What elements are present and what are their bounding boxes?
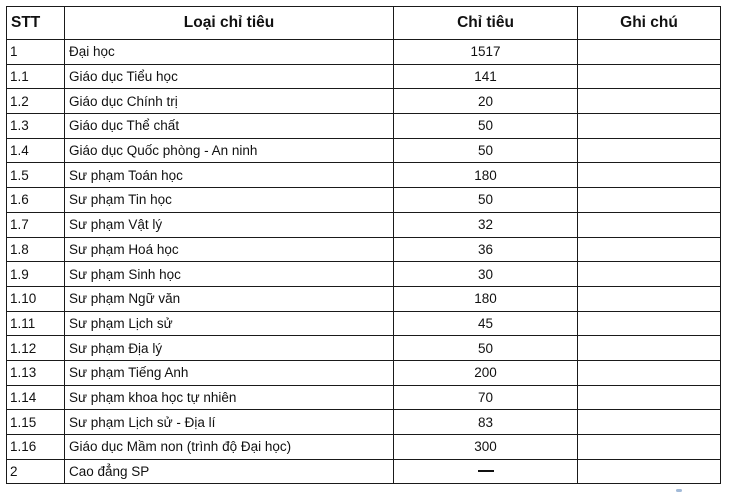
row-stt: 1.4 [7, 138, 65, 163]
table-row [7, 188, 721, 213]
row-quota: 180 [394, 163, 578, 188]
row-stt: 1.5 [7, 163, 65, 188]
row-note [578, 40, 721, 65]
quota-table [6, 6, 721, 484]
row-note [578, 212, 721, 237]
table-row [7, 237, 721, 262]
row-stt: 1.9 [7, 262, 65, 287]
row-stt: 1.3 [7, 114, 65, 139]
table-row [7, 336, 721, 361]
table-header [7, 7, 721, 40]
row-stt: 1.10 [7, 286, 65, 311]
row-name: Sư phạm Hoá học [65, 237, 394, 262]
header-quota: Chỉ tiêu [394, 7, 578, 40]
row-name: Sư phạm Tiếng Anh [65, 360, 394, 385]
row-quota: 36 [394, 237, 578, 262]
empty-dash [478, 470, 494, 472]
row-note [578, 360, 721, 385]
row-quota: 32 [394, 212, 578, 237]
row-name: Giáo dục Mầm non (trình độ Đại học) [65, 435, 394, 460]
table-row [7, 64, 721, 89]
row-stt: 1.7 [7, 212, 65, 237]
row-stt: 1.8 [7, 237, 65, 262]
header-note: Ghi chú [578, 7, 721, 40]
row-quota: 50 [394, 336, 578, 361]
row-note [578, 435, 721, 460]
row-quota: 50 [394, 188, 578, 213]
row-note [578, 459, 721, 484]
row-stt: 2 [7, 459, 65, 484]
table-row [7, 212, 721, 237]
row-note [578, 336, 721, 361]
row-name: Sư phạm Lịch sử - Địa lí [65, 410, 394, 435]
row-name: Sư phạm Sinh học [65, 262, 394, 287]
row-stt: 1.13 [7, 360, 65, 385]
row-note [578, 385, 721, 410]
row-name: Giáo dục Quốc phòng - An ninh [65, 138, 394, 163]
table-row [7, 311, 721, 336]
row-stt: 1.1 [7, 64, 65, 89]
row-note [578, 114, 721, 139]
row-note [578, 237, 721, 262]
row-quota: 50 [394, 114, 578, 139]
row-note [578, 410, 721, 435]
header-name: Loại chỉ tiêu [65, 7, 394, 40]
row-stt: 1.14 [7, 385, 65, 410]
table-row [7, 163, 721, 188]
row-note [578, 188, 721, 213]
row-quota: 30 [394, 262, 578, 287]
row-stt: 1.11 [7, 311, 65, 336]
row-note [578, 89, 721, 114]
row-note [578, 262, 721, 287]
row-note [578, 64, 721, 89]
row-stt: 1 [7, 40, 65, 65]
row-name: Sư phạm Địa lý [65, 336, 394, 361]
table-row [7, 114, 721, 139]
table-row [7, 138, 721, 163]
row-quota: 1517 [394, 40, 578, 65]
row-quota: 20 [394, 89, 578, 114]
row-name: Sư phạm Ngữ văn [65, 286, 394, 311]
row-stt: 1.6 [7, 188, 65, 213]
row-quota: 180 [394, 286, 578, 311]
row-note [578, 286, 721, 311]
scan-mark [676, 489, 682, 492]
row-note [578, 163, 721, 188]
table-row [7, 410, 721, 435]
row-quota: 141 [394, 64, 578, 89]
row-name: Giáo dục Tiểu học [65, 64, 394, 89]
row-quota: 45 [394, 311, 578, 336]
row-name: Giáo dục Thể chất [65, 114, 394, 139]
row-stt: 1.15 [7, 410, 65, 435]
row-name: Sư phạm Toán học [65, 163, 394, 188]
table-row [7, 262, 721, 287]
row-quota: 50 [394, 138, 578, 163]
table-body [7, 40, 721, 484]
table-row [7, 40, 721, 65]
row-name: Cao đẳng SP [65, 459, 394, 484]
row-stt: 1.12 [7, 336, 65, 361]
table-row [7, 286, 721, 311]
row-stt: 1.2 [7, 89, 65, 114]
row-name: Sư phạm khoa học tự nhiên [65, 385, 394, 410]
table-row [7, 435, 721, 460]
row-name: Sư phạm Lịch sử [65, 311, 394, 336]
quota-table-sheet [6, 6, 721, 484]
row-quota: 83 [394, 410, 578, 435]
row-note [578, 138, 721, 163]
row-quota: 300 [394, 435, 578, 460]
table-row [7, 89, 721, 114]
table-row [7, 385, 721, 410]
row-name: Đại học [65, 40, 394, 65]
table-row [7, 360, 721, 385]
table-row [7, 459, 721, 484]
row-quota: 70 [394, 385, 578, 410]
row-stt: 1.16 [7, 435, 65, 460]
row-quota [394, 459, 578, 484]
header-row [7, 7, 721, 40]
row-note [578, 311, 721, 336]
header-stt: STT [7, 7, 65, 40]
row-name: Sư phạm Tin học [65, 188, 394, 213]
row-name: Sư phạm Vật lý [65, 212, 394, 237]
row-name: Giáo dục Chính trị [65, 89, 394, 114]
row-quota: 200 [394, 360, 578, 385]
